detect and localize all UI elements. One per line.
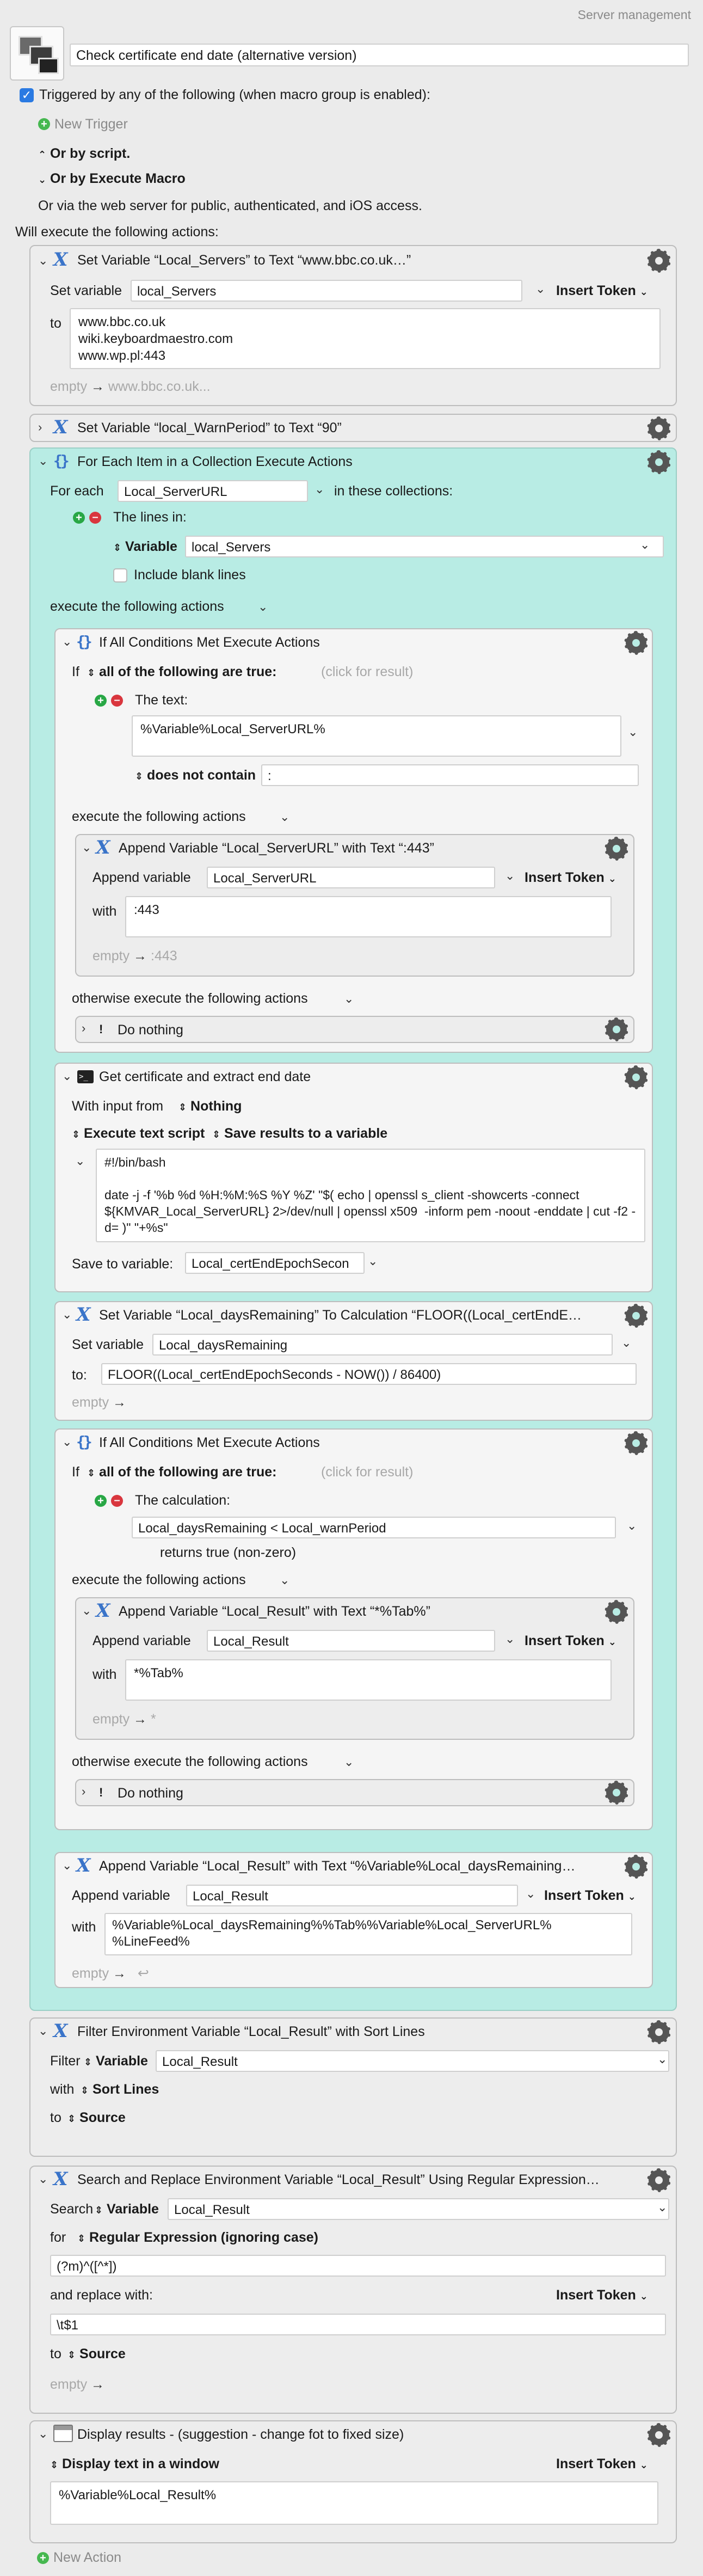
action-display-text[interactable]: [29, 2420, 677, 2543]
action-title[interactable]: Get certificate and extract end date: [99, 1069, 311, 1084]
chevron-down-icon[interactable]: ⌄: [314, 482, 325, 496]
updown-icon: ⇕: [87, 667, 96, 678]
the-calculation-label: The calculation:: [135, 1493, 231, 1508]
chevron-down-icon[interactable]: ⌄: [82, 1604, 92, 1617]
calc-formula-field[interactable]: FLOOR((Local_certEndEpochSeconds - NOW()) / 86400): [101, 1363, 637, 1385]
empty-preview: [50, 2377, 104, 2393]
gear-icon[interactable]: [649, 418, 669, 439]
display-mode-label: Display text in a window: [62, 2456, 219, 2471]
triggered-checkbox[interactable]: ✓: [20, 88, 34, 102]
updown-icon: ⇕: [67, 2350, 76, 2360]
action-title[interactable]: Search and Replace Environment Variable “Local_Result” Using Regular Expression…: [77, 2172, 600, 2187]
append-text-field[interactable]: %Variable%Local_daysRemaining%%Tab%%Variable%Local_ServerURL% %LineFeed%: [104, 1913, 632, 1955]
updown-icon: ⇕: [212, 1129, 221, 1140]
empty-preview: [72, 1395, 126, 1410]
display-text-area[interactable]: %Variable%Local_Result%: [50, 2481, 658, 2525]
filter-source-label: Variable: [96, 2053, 148, 2069]
macro-group-label: Server management: [577, 8, 691, 22]
terminal-icon: >_: [77, 1070, 94, 1083]
gear-icon[interactable]: [606, 1019, 627, 1040]
arrow-icon: →: [113, 1395, 127, 1410]
chevron-down-icon[interactable]: ⌄: [38, 454, 48, 468]
with-label: with: [92, 904, 117, 919]
chevron-right-icon[interactable]: ›: [82, 1021, 86, 1035]
chevron-down-icon[interactable]: ⌄: [628, 725, 638, 739]
gear-icon[interactable]: [606, 1602, 627, 1622]
with-label: with: [50, 2082, 75, 2097]
include-blank-label: Include blank lines: [134, 567, 246, 582]
chevron-down-icon[interactable]: ⌄: [280, 810, 290, 824]
variable-x-icon: X: [96, 837, 110, 858]
remove-collection-minus-icon[interactable]: –: [89, 512, 101, 524]
arrow-icon: →: [91, 2377, 105, 2392]
execute-following-label: execute the following actions: [72, 809, 246, 824]
destination-label: Source: [79, 2346, 126, 2362]
add-condition-plus-icon[interactable]: +: [95, 1495, 107, 1507]
chevron-right-icon[interactable]: ›: [38, 420, 42, 434]
output-mode-popup[interactable]: [212, 1126, 387, 1142]
action-set-variable-warnperiod[interactable]: [29, 414, 677, 442]
variable-x-icon: X: [96, 1600, 110, 1622]
gear-icon[interactable]: [626, 633, 646, 653]
input-source-label: Nothing: [190, 1099, 242, 1114]
filter-source-popup[interactable]: [84, 2053, 148, 2069]
action-set-calculation[interactable]: [54, 1301, 653, 1421]
condition-value-field[interactable]: :: [261, 764, 639, 786]
action-filter-sort-lines[interactable]: [29, 2017, 677, 2157]
replacement-field[interactable]: \t$1: [50, 2314, 666, 2335]
updown-icon: ⇕: [87, 1468, 96, 1479]
action-title[interactable]: Set Variable “Local_daysRemaining” To Calculation “FLOOR((Local_certEndE…: [99, 1308, 582, 1323]
to-label: to: [50, 2110, 61, 2125]
set-variable-label: Set variable: [50, 283, 122, 298]
action-if-calculation[interactable]: [54, 1428, 653, 1830]
filter-label: Filter: [50, 2053, 81, 2069]
variable-x-icon: X: [53, 249, 68, 271]
condition-mode-label: all of the following are true:: [99, 1464, 277, 1480]
chevron-down-icon[interactable]: ⌄: [82, 841, 92, 854]
updown-icon: ⌃: [38, 149, 47, 160]
insert-token-label: Insert Token: [556, 2456, 636, 2471]
save-to-variable-label: Save to variable:: [72, 1256, 174, 1272]
chevron-down-icon: ⌄: [639, 286, 648, 297]
arrow-icon: →: [133, 948, 147, 964]
chevron-down-icon[interactable]: ⌄: [62, 635, 72, 648]
chevron-down-icon[interactable]: ⌄: [38, 2427, 48, 2440]
otherwise-label: otherwise execute the following actions: [72, 1754, 308, 1769]
window-icon: [53, 2425, 73, 2442]
variable-x-icon: X: [76, 1855, 91, 1876]
condition-mode-popup[interactable]: [87, 664, 276, 680]
chevron-down-icon[interactable]: ⌄: [627, 1519, 637, 1532]
for-label: for: [50, 2230, 66, 2245]
gear-icon[interactable]: [649, 250, 669, 271]
updown-icon: ⇕: [81, 2085, 89, 2096]
insert-token-button[interactable]: [525, 870, 616, 886]
braces-icon: {}: [76, 1433, 90, 1451]
preview-value: www.bbc.co.uk...: [108, 379, 211, 394]
gear-icon[interactable]: [626, 1067, 646, 1088]
display-mode-popup[interactable]: [50, 2456, 219, 2472]
gear-icon[interactable]: [626, 1305, 646, 1326]
otherwise-label: otherwise execute the following actions: [72, 991, 308, 1006]
script-code-area[interactable]: #!/bin/bash date -j -f '%b %d %H:%M:%S %Y %Z' "$( echo | openssl s_client -showcerts -connect ${KMVAR_Local_ServerURL} 2>/dev/null | openssl x509 -inform pem -noout -enddate | cut -f2 -d= )" "+%s": [96, 1149, 645, 1242]
gear-icon[interactable]: [626, 1856, 646, 1877]
append-variable-label: Append variable: [92, 870, 191, 885]
preview-value: :443: [151, 948, 177, 964]
filter-variable-field[interactable]: Local_Result: [156, 2050, 669, 2072]
actions-intro: Will execute the following actions:: [15, 224, 219, 240]
to-label: to:: [72, 1367, 87, 1383]
with-input-from-label: With input from: [72, 1099, 164, 1114]
replace-with-label: and replace with:: [50, 2287, 153, 2303]
gear-icon[interactable]: [606, 1782, 627, 1803]
window-icon: [38, 58, 59, 74]
chevron-down-icon[interactable]: ⌄: [344, 1755, 354, 1769]
with-label: with: [92, 1667, 117, 1682]
chevron-right-icon[interactable]: ›: [82, 1784, 86, 1798]
chevron-down-icon: ⌄: [639, 2460, 648, 2470]
action-title[interactable]: If All Conditions Met Execute Actions: [99, 635, 320, 650]
with-label: with: [72, 1919, 96, 1935]
insert-token-button[interactable]: [556, 2456, 648, 2472]
chevron-down-icon[interactable]: ⌄: [62, 1308, 72, 1321]
chevron-down-icon[interactable]: ⌄: [62, 1859, 72, 1872]
or-by-script[interactable]: [38, 146, 130, 162]
updown-icon: ⇕: [95, 2205, 103, 2216]
append-variable-label: Append variable: [72, 1888, 170, 1903]
action-search-replace[interactable]: [29, 2166, 677, 2414]
insert-token-label: Insert Token: [556, 2287, 636, 2303]
append-variable-label: Append variable: [92, 1633, 191, 1648]
filter-mode-popup[interactable]: [81, 2082, 159, 2097]
chevron-down-icon[interactable]: ⌄: [657, 2052, 668, 2066]
action-title[interactable]: Append Variable “Local_ServerURL” with Text “:443”: [119, 841, 434, 856]
append-variable-field[interactable]: Local_Result: [207, 1630, 495, 1652]
variable-x-icon: X: [76, 1304, 91, 1326]
search-variable-field[interactable]: Local_Result: [168, 2198, 669, 2220]
loop-variable-field[interactable]: Local_ServerURL: [118, 480, 308, 502]
gear-icon[interactable]: [626, 1433, 646, 1453]
chevron-down-icon[interactable]: ⌄: [38, 2172, 48, 2186]
updown-icon: ⇕: [50, 2460, 59, 2470]
return-icon: ↩: [137, 1966, 149, 1981]
action-title[interactable]: Set Variable “local_WarnPeriod” to Text “90”: [77, 420, 342, 436]
condition-operator-popup[interactable]: [135, 768, 256, 783]
to-label: to: [50, 2346, 61, 2362]
search-mode-popup[interactable]: [77, 2230, 318, 2246]
updown-icon: ⇕: [135, 771, 144, 782]
new-action-plus-icon[interactable]: +: [37, 2552, 49, 2564]
calculation-field[interactable]: Local_daysRemaining < Local_warnPeriod: [132, 1517, 616, 1538]
regex-pattern-field[interactable]: (?m)^([^*]): [50, 2255, 666, 2277]
chevron-down-icon[interactable]: ⌄: [368, 1254, 378, 1268]
condition-mode-popup[interactable]: [87, 1464, 276, 1480]
empty-label: empty: [72, 1966, 109, 1981]
include-blank-checkbox[interactable]: [113, 568, 127, 582]
to-label: to: [50, 316, 61, 331]
filter-mode-label: Sort Lines: [92, 2082, 159, 2097]
insert-token-button[interactable]: [556, 283, 648, 299]
window-titlebar: [54, 2426, 72, 2430]
variable-popup[interactable]: [113, 539, 177, 555]
preview-value: *: [151, 1712, 156, 1727]
action-title[interactable]: Filter Environment Variable “Local_Result” with Sort Lines: [77, 2024, 425, 2039]
gear-icon[interactable]: [649, 2022, 669, 2043]
variable-name-field[interactable]: local_Servers: [131, 280, 522, 302]
chevron-down-icon[interactable]: ⌄: [258, 600, 268, 614]
for-each-label: For each: [50, 483, 104, 499]
or-by-execute-macro-label: Or by Execute Macro: [50, 171, 186, 186]
append-text-field[interactable]: :443: [125, 896, 612, 937]
arrow-icon: →: [91, 379, 105, 394]
updown-icon: ⇕: [72, 1129, 81, 1140]
action-set-variable-servers[interactable]: [29, 245, 677, 406]
macro-name-field[interactable]: Check certificate end date (alternative version): [70, 44, 689, 66]
the-text-label: The text:: [135, 692, 188, 708]
gear-icon[interactable]: [606, 838, 627, 859]
gear-icon[interactable]: [649, 452, 669, 473]
braces-icon: {}: [53, 452, 67, 470]
action-execute-shell-script[interactable]: [54, 1063, 653, 1292]
script-mode-popup[interactable]: [72, 1126, 205, 1142]
chevron-down-icon[interactable]: ⌄: [657, 2200, 668, 2214]
condition-text-field[interactable]: %Variable%Local_ServerURL%: [132, 715, 621, 757]
execute-following-label: execute the following actions: [50, 599, 224, 614]
remove-condition-minus-icon[interactable]: –: [111, 1495, 123, 1507]
text-value-area[interactable]: www.bbc.co.uk wiki.keyboardmaestro.com www.wp.pl:443: [70, 308, 661, 369]
new-trigger-plus-icon[interactable]: +: [38, 118, 50, 130]
or-by-execute-macro[interactable]: [38, 171, 186, 187]
search-mode-label: Regular Expression (ignoring case): [89, 2230, 318, 2245]
collection-variable-field[interactable]: local_Servers: [185, 536, 664, 557]
input-source-popup[interactable]: [178, 1099, 242, 1114]
insert-token-label: Insert Token: [525, 1633, 605, 1648]
save-variable-field[interactable]: Local_certEndEpochSecon: [185, 1252, 365, 1274]
output-mode-label: Save results to a variable: [224, 1126, 388, 1141]
destination-label: Source: [79, 2110, 126, 2125]
chevron-down-icon: ⌄: [608, 1636, 616, 1647]
action-if-contains[interactable]: [54, 628, 653, 1053]
chevron-down-icon[interactable]: ⌄: [535, 282, 546, 296]
empty-preview: [72, 1965, 149, 1982]
empty-preview: [92, 948, 177, 964]
search-source-popup[interactable]: [95, 2201, 159, 2217]
set-variable-label: Set variable: [72, 1337, 144, 1352]
updown-icon: ⇕: [113, 542, 122, 553]
search-label: Search: [50, 2201, 94, 2217]
add-collection-plus-icon[interactable]: +: [73, 512, 85, 524]
updown-icon: ⇕: [178, 1102, 187, 1113]
returns-label: returns true (non-zero): [160, 1545, 297, 1560]
insert-token-label: Insert Token: [544, 1888, 624, 1903]
destination-popup[interactable]: [67, 2346, 126, 2362]
insert-token-button[interactable]: [544, 1888, 636, 1904]
variable-x-icon: X: [53, 416, 68, 438]
if-label: If: [72, 664, 79, 679]
chevron-down-icon[interactable]: ⌄: [62, 1435, 72, 1449]
click-for-result[interactable]: (click for result): [321, 664, 414, 679]
empty-preview: [92, 1712, 156, 1727]
search-source-label: Variable: [107, 2201, 159, 2217]
condition-operator-label: does not contain: [147, 768, 256, 783]
chevron-down-icon[interactable]: ⌄: [62, 1069, 72, 1083]
action-title[interactable]: Append Variable “Local_Result” with Text “*%Tab%”: [119, 1604, 430, 1619]
insert-token-button[interactable]: [525, 1633, 616, 1649]
remove-condition-minus-icon[interactable]: –: [111, 695, 123, 707]
action-append-result[interactable]: [54, 1852, 653, 1988]
action-title[interactable]: For Each Item in a Collection Execute Actions: [77, 454, 353, 469]
append-variable-field[interactable]: Local_Result: [186, 1885, 518, 1906]
action-do-nothing[interactable]: [75, 1016, 634, 1043]
chevron-down-icon[interactable]: ⌄: [38, 254, 48, 267]
action-title[interactable]: Do nothing: [118, 1022, 183, 1038]
destination-popup[interactable]: [67, 2110, 126, 2126]
variable-popup-label: Variable: [125, 539, 177, 554]
empty-label: empty: [50, 379, 88, 394]
triggered-label: Triggered by any of the following (when macro group is enabled):: [39, 87, 430, 102]
if-label: If: [72, 1464, 79, 1480]
empty-label: empty: [92, 1712, 130, 1727]
empty-label: empty: [92, 948, 130, 964]
updown-icon: ⇕: [84, 2057, 92, 2068]
gear-icon[interactable]: [649, 2425, 669, 2445]
insert-token-label: Insert Token: [525, 870, 605, 885]
action-do-nothing[interactable]: [75, 1779, 634, 1806]
chevron-down-icon[interactable]: ⌄: [75, 1154, 85, 1168]
action-title[interactable]: Display results - (suggestion - change fot to fixed size): [77, 2427, 404, 2442]
updown-icon: ⇕: [77, 2233, 86, 2244]
chevron-down-icon[interactable]: ⌄: [280, 1573, 290, 1587]
action-for-each[interactable]: [29, 447, 677, 2011]
calc-variable-field[interactable]: Local_daysRemaining: [152, 1334, 613, 1356]
variable-x-icon: X: [53, 2020, 68, 2042]
append-text-field[interactable]: *%Tab%: [125, 1659, 612, 1701]
exclamation-icon: !: [99, 1022, 103, 1036]
braces-icon: {}: [76, 633, 90, 651]
chevron-down-icon: ⌄: [639, 2291, 648, 2302]
new-trigger-button[interactable]: New Trigger: [54, 116, 128, 132]
or-by-script-label: Or by script.: [50, 146, 131, 161]
exclamation-icon: !: [99, 1786, 103, 1799]
chevron-down-icon[interactable]: ⌄: [505, 869, 515, 882]
action-title[interactable]: Set Variable “Local_Servers” to Text “www.bbc.co.uk…”: [77, 253, 411, 268]
arrow-icon: →: [113, 1966, 127, 1981]
in-these-label: in these collections:: [334, 483, 453, 499]
condition-mode-label: all of the following are true:: [99, 664, 277, 679]
chevron-down-icon[interactable]: ⌄: [344, 992, 354, 1005]
chevron-down-icon[interactable]: ⌄: [640, 538, 650, 551]
gear-icon[interactable]: [649, 2170, 669, 2191]
script-mode-label: Execute text script: [84, 1126, 205, 1141]
updown-icon: ⇕: [67, 2113, 76, 2124]
chevron-down-icon: ⌄: [38, 174, 47, 185]
chevron-down-icon: ⌄: [627, 1891, 636, 1902]
chevron-down-icon[interactable]: ⌄: [621, 1336, 632, 1350]
insert-token-label: Insert Token: [556, 283, 636, 298]
chevron-down-icon[interactable]: ⌄: [38, 2024, 48, 2038]
action-title[interactable]: If All Conditions Met Execute Actions: [99, 1435, 320, 1450]
variable-x-icon: X: [53, 2168, 68, 2190]
action-append-tab[interactable]: [75, 1597, 634, 1740]
empty-label: empty: [72, 1395, 109, 1410]
insert-token-button[interactable]: [556, 2287, 648, 2303]
execute-following-label: execute the following actions: [72, 1572, 246, 1587]
empty-preview: [50, 379, 211, 395]
chevron-down-icon[interactable]: ⌄: [526, 1887, 536, 1900]
chevron-down-icon[interactable]: ⌄: [505, 1632, 515, 1646]
arrow-icon: →: [133, 1712, 147, 1727]
action-title[interactable]: Append Variable “Local_Result” with Text “%Variable%Local_daysRemaining…: [99, 1859, 576, 1874]
action-title[interactable]: Do nothing: [118, 1786, 183, 1801]
new-action-button[interactable]: New Action: [53, 2550, 122, 2565]
add-condition-plus-icon[interactable]: +: [95, 695, 107, 707]
lines-in-label: The lines in:: [113, 510, 187, 525]
empty-label: empty: [50, 2377, 88, 2392]
macro-icon-well[interactable]: [10, 26, 64, 81]
click-for-result[interactable]: (click for result): [321, 1464, 414, 1480]
action-append-443[interactable]: [75, 834, 634, 977]
append-variable-field[interactable]: Local_ServerURL: [207, 867, 495, 888]
chevron-down-icon: ⌄: [608, 873, 616, 884]
web-server-text: Or via the web server for public, authenticated, and iOS access.: [38, 198, 422, 213]
